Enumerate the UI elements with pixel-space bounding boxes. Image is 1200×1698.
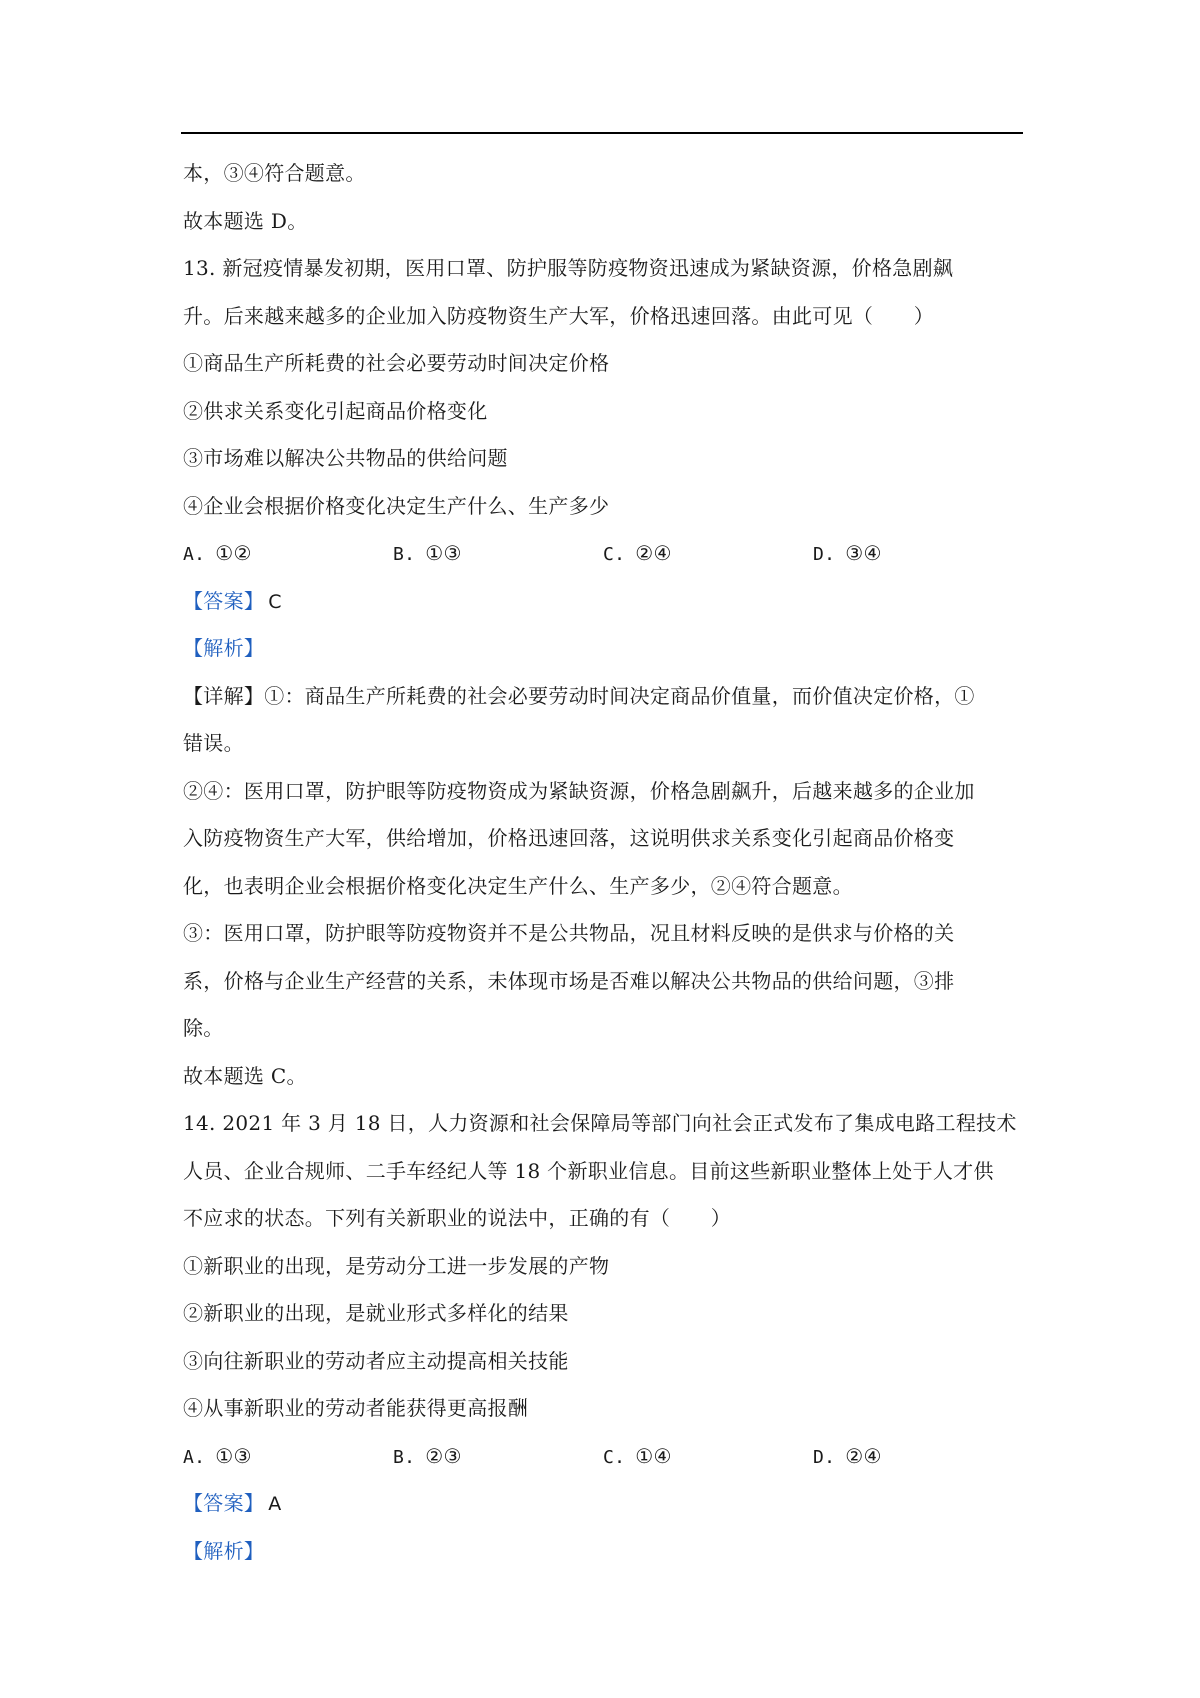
q14-option-d-letter: D.: [813, 1446, 836, 1468]
header-rule: [181, 132, 1023, 134]
q13-option-b: [393, 530, 603, 578]
q13-conclusion: 故本题选 C。: [183, 1063, 307, 1088]
q14-option-c-text: ①④: [635, 1443, 672, 1468]
q14-item-3: ③向往新职业的劳动者应主动提高相关技能: [183, 1348, 569, 1373]
prev-answer-tail: 本，③④符合题意。: [183, 161, 366, 185]
q14-answer-tag: 【答案】: [183, 1491, 265, 1515]
q13-option-b-text: ①③: [425, 541, 462, 565]
q14-stem-line-1: 14. 2021 年 3 月 18 日，人力资源和社会保障局等部门向社会正式发布了集成电路工程技术: [183, 1111, 1017, 1135]
prev-conclusion: 故本题选 D。: [183, 208, 308, 233]
q13-option-c-text: ②④: [635, 541, 672, 565]
q13-answer-value: C: [268, 590, 282, 613]
q13-option-d-text: ③④: [845, 541, 882, 565]
q14-answer-value: A: [268, 1493, 282, 1515]
q14-option-c-letter: C.: [603, 1446, 626, 1468]
q13-option-b-letter: B.: [393, 544, 416, 565]
q14-option-d: [813, 1433, 1023, 1481]
q13-item-3: ③市场难以解决公共物品的供给问题: [183, 446, 508, 470]
q13-option-a: [183, 530, 393, 578]
q13-detail-line-2: 错误。: [183, 731, 244, 755]
q13-detail-tag: 【详解】: [183, 683, 265, 708]
q13-options: [183, 530, 1023, 578]
q14-item-2: ②新职业的出现，是就业形式多样化的结果: [183, 1301, 569, 1325]
q13-detail-line-7: 系，价格与企业生产经营的关系，未体现市场是否难以解决公共物品的供给问题，③排: [183, 968, 955, 993]
q13-option-a-letter: A.: [183, 544, 206, 565]
q13-detail-line-5: 化，也表明企业会根据价格变化决定生产什么、生产多少，②④符合题意。: [183, 873, 853, 898]
q14-option-c: [603, 1433, 813, 1481]
q14-stem-line-2: 人员、企业合规师、二手车经纪人等 18 个新职业信息。目前这些新职业整体上处于人才供: [183, 1158, 994, 1183]
q14-option-b-text: ②③: [425, 1443, 462, 1468]
q13-detail-line-3: ②④：医用口罩，防护眼等防疫物资成为紧缺资源，价格急剧飙升，后越来越多的企业加: [183, 778, 975, 803]
q14-answer: [183, 1480, 1023, 1528]
q13-detail-line-4: 入防疫物资生产大军，供给增加，价格迅速回落，这说明供求关系变化引起商品价格变: [183, 826, 955, 850]
q14-analysis: [183, 1528, 1023, 1576]
q13-detail-text-1: ①：商品生产所耗费的社会必要劳动时间决定商品价值量，而价值决定价格，①: [264, 683, 975, 708]
q13-analysis-tag: 【解析】: [183, 636, 265, 660]
q14-option-b: [393, 1433, 603, 1481]
q14-option-a-letter: A.: [183, 1446, 206, 1468]
q13-detail-line-6: ③：医用口罩，防护眼等防疫物资并不是公共物品，况且材料反映的是供求与价格的关: [183, 921, 955, 945]
q14-option-a: [183, 1433, 393, 1481]
q13-option-a-text: ①②: [215, 541, 252, 565]
q13-item-4: ④企业会根据价格变化决定生产什么、生产多少: [183, 493, 610, 518]
q13-answer: [183, 578, 1023, 626]
q13-option-d: [813, 530, 1023, 578]
q14-option-b-letter: B.: [393, 1446, 416, 1468]
q14-item-4: ④从事新职业的劳动者能获得更高报酬: [183, 1396, 529, 1420]
q13-stem-line-2: 升。后来越来越多的企业加入防疫物资生产大军，价格迅速回落。由此可见（ ）: [183, 303, 935, 328]
page-content: [183, 150, 1023, 1575]
q13-stem-line-1: 13. 新冠疫情暴发初期，医用口罩、防护服等防疫物资迅速成为紧缺资源，价格急剧飙: [183, 256, 954, 280]
q13-item-1: ①商品生产所耗费的社会必要劳动时间决定价格: [183, 351, 610, 375]
q13-option-d-letter: D.: [813, 544, 836, 565]
q13-analysis: [183, 625, 1023, 673]
q13-option-c: [603, 530, 813, 578]
q13-detail-line-8: 除。: [183, 1016, 224, 1040]
q14-analysis-tag: 【解析】: [183, 1538, 265, 1563]
q13-detail-line-1: [183, 673, 1023, 721]
q14-stem-line-3: 不应求的状态。下列有关新职业的说法中，正确的有（ ）: [183, 1206, 732, 1230]
q13-answer-tag: 【答案】: [183, 588, 265, 613]
q13-option-c-letter: C.: [603, 544, 626, 565]
q14-item-1: ①新职业的出现，是劳动分工进一步发展的产物: [183, 1253, 610, 1278]
q13-item-2: ②供求关系变化引起商品价格变化: [183, 398, 488, 423]
q14-option-a-text: ①③: [215, 1443, 252, 1468]
q14-options: [183, 1433, 1023, 1481]
q14-option-d-text: ②④: [845, 1443, 882, 1468]
